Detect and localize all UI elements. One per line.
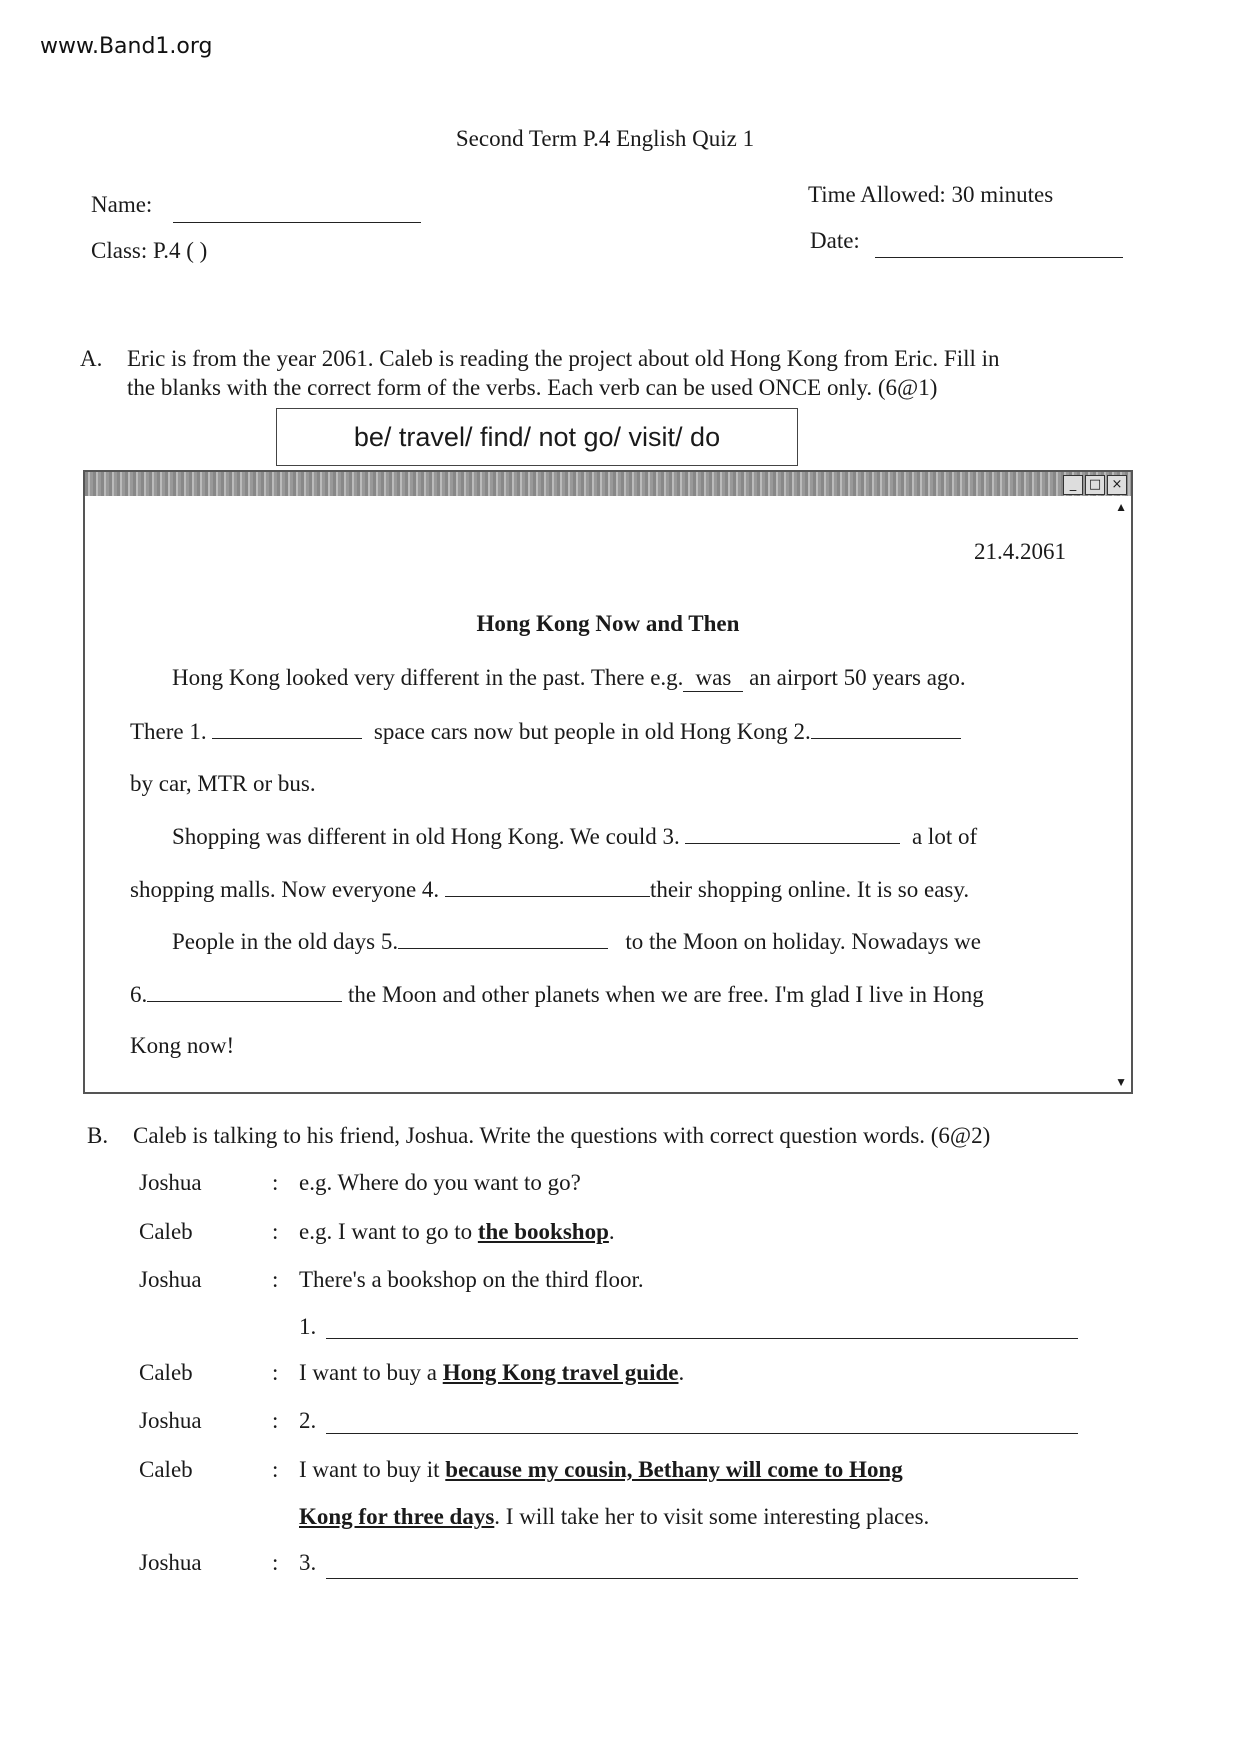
name-field[interactable] <box>173 222 421 223</box>
line-text: I want to buy it <box>299 1457 446 1482</box>
question-number: 3. <box>299 1550 317 1575</box>
colon: : <box>272 1457 279 1482</box>
watermark: www.Band1.org <box>40 34 213 59</box>
colon: : <box>272 1360 279 1385</box>
speaker: Caleb <box>139 1457 193 1482</box>
blank-5[interactable] <box>398 928 608 949</box>
answer-line-1[interactable] <box>326 1338 1078 1339</box>
question-number: 1. <box>299 1314 317 1339</box>
text: Kong now! <box>130 1033 235 1058</box>
line-text: . <box>608 1219 615 1244</box>
colon: : <box>272 1267 279 1292</box>
section-b-instruction: Caleb is talking to his friend, Joshua. Write the questions with correct question words. (6@2) <box>133 1123 991 1148</box>
speaker: Joshua <box>139 1267 202 1292</box>
section-a-instruction: Eric is from the year 2061. Caleb is reading the project about old Hong Kong from Eric. Fill in <box>127 346 1000 371</box>
section-a-letter: A. <box>80 346 103 371</box>
text: shopping malls. Now everyone 4. <box>130 877 440 902</box>
answer-line-2[interactable] <box>326 1433 1078 1434</box>
word-bank: be/ travel/ find/ not go/ visit/ do <box>276 408 798 466</box>
speaker: Joshua <box>139 1550 202 1575</box>
line-text: . <box>678 1360 685 1385</box>
line-text: There's a bookshop on the third floor. <box>299 1267 644 1292</box>
project-date: 21.4.2061 <box>974 539 1066 564</box>
text: a lot of <box>911 824 978 849</box>
text: by car, MTR or bus. <box>130 771 316 796</box>
maximize-icon[interactable]: □ <box>1085 475 1105 495</box>
project-window <box>83 470 1133 1094</box>
minimize-icon[interactable]: _ <box>1063 475 1083 495</box>
speaker: Joshua <box>139 1408 202 1433</box>
text: their shopping online. It is so easy. <box>649 877 970 902</box>
speaker: Caleb <box>139 1360 193 1385</box>
question-number: 2. <box>299 1408 317 1433</box>
line-text: I want to buy a <box>299 1360 443 1385</box>
date-field[interactable] <box>875 257 1123 258</box>
text: Shopping was different in old Hong Kong. We could 3. <box>172 824 680 849</box>
line-text: e.g. I want to go to <box>299 1219 478 1244</box>
text: an airport 50 years ago. <box>749 665 966 690</box>
speaker: Joshua <box>139 1170 202 1195</box>
text: the Moon and other planets when we are free. I'm glad I live in Hong <box>348 982 984 1007</box>
scroll-up-icon[interactable]: ▲ <box>1115 500 1127 514</box>
blank-6[interactable] <box>147 981 342 1002</box>
name-label: Name: <box>91 192 153 217</box>
underlined-answer: because my cousin, Bethany will come to Hong <box>445 1457 903 1482</box>
close-icon[interactable]: × <box>1107 475 1127 495</box>
line-text: . I will take her to visit some interesting places. <box>494 1504 930 1529</box>
underlined-answer: Kong for three days <box>299 1504 495 1529</box>
speaker: Caleb <box>139 1219 193 1244</box>
text: space cars now but people in old Hong Kong 2. <box>373 719 811 744</box>
blank-2[interactable] <box>811 718 961 739</box>
text: There 1. <box>130 719 207 744</box>
text: Hong Kong looked very different in the past. There e.g. <box>172 665 684 690</box>
text: to the Moon on holiday. Nowadays we <box>625 929 981 954</box>
colon: : <box>272 1219 279 1244</box>
text: People in the old days 5. <box>172 929 399 954</box>
line-text: e.g. Where do you want to go? <box>299 1170 581 1195</box>
date-label: Date: <box>810 228 860 253</box>
colon: : <box>272 1170 279 1195</box>
time-allowed: Time Allowed: 30 minutes <box>808 182 1054 207</box>
underlined-answer: Hong Kong travel guide <box>442 1360 679 1385</box>
project-heading: Hong Kong Now and Then <box>476 611 740 636</box>
page-title: Second Term P.4 English Quiz 1 <box>455 126 755 151</box>
text: 6. <box>130 982 148 1007</box>
blank-4[interactable] <box>445 876 650 897</box>
window-titlebar <box>85 472 1131 496</box>
blank-1[interactable] <box>212 718 362 739</box>
class-label: Class: P.4 ( ) <box>91 238 208 263</box>
answer-line-3[interactable] <box>326 1578 1078 1579</box>
section-a-instruction-2: the blanks with the correct form of the verbs. Each verb can be used ONCE only. (6@1) <box>127 375 938 400</box>
example-answer: was <box>683 665 743 692</box>
underlined-answer: the bookshop <box>477 1219 609 1244</box>
colon: : <box>272 1408 279 1433</box>
section-b-letter: B. <box>87 1123 109 1148</box>
blank-3[interactable] <box>685 823 900 844</box>
scroll-down-icon[interactable]: ▼ <box>1115 1075 1127 1089</box>
colon: : <box>272 1550 279 1575</box>
